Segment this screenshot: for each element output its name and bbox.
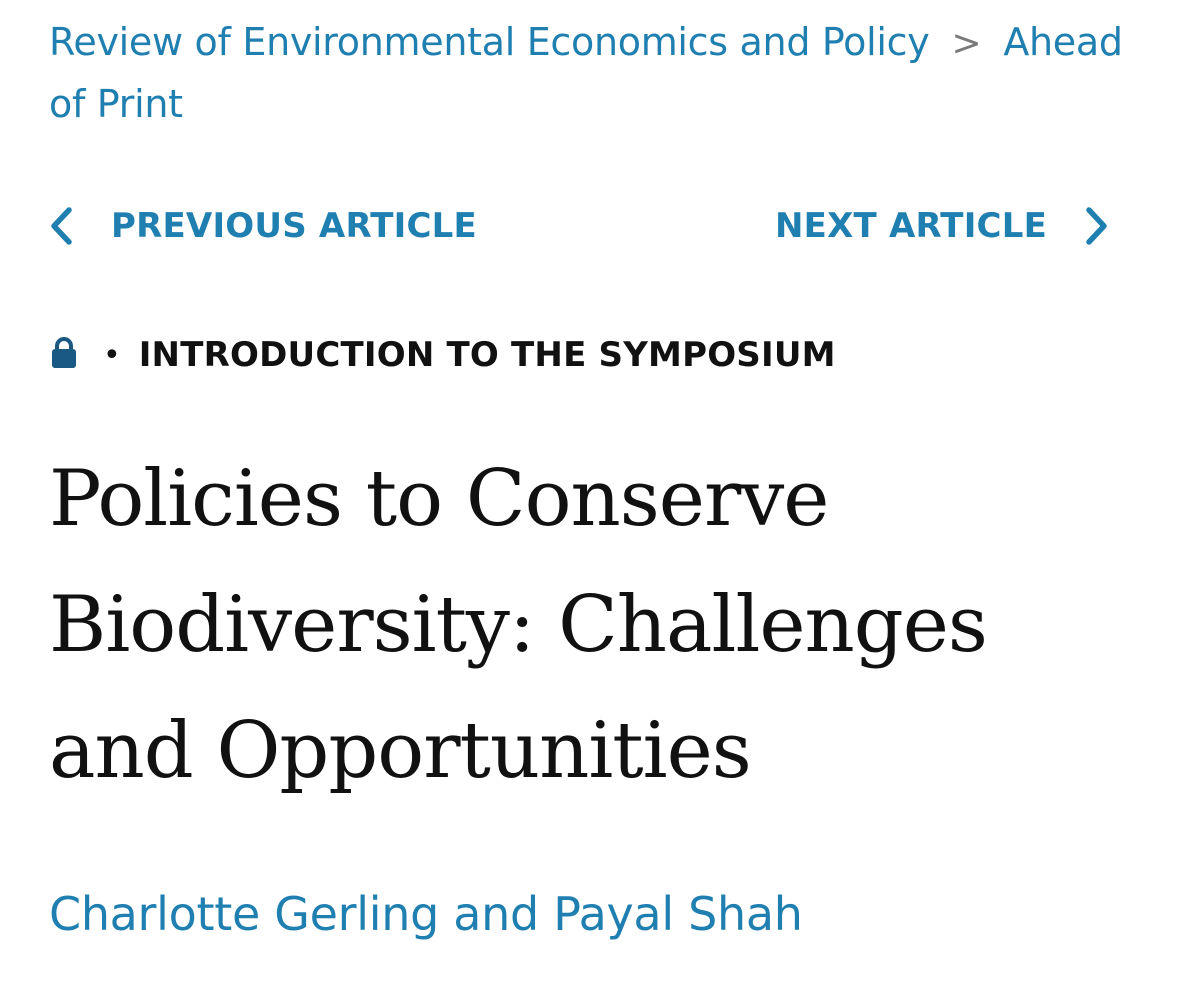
- breadcrumb-separator: >: [951, 23, 982, 64]
- article-authors-link[interactable]: Charlotte Gerling and Payal Shah: [49, 887, 803, 941]
- breadcrumb-issue-link[interactable]: Ahead of Print: [49, 20, 1123, 126]
- article-type-label: INTRODUCTION TO THE SYMPOSIUM: [138, 335, 836, 375]
- next-article-label: NEXT ARTICLE: [775, 206, 1047, 246]
- previous-article-label: PREVIOUS ARTICLE: [111, 206, 477, 246]
- breadcrumb-journal-link[interactable]: Review of Environmental Economics and Policy: [49, 20, 930, 64]
- previous-article-link[interactable]: [49, 198, 477, 254]
- article-type-row: [49, 330, 836, 380]
- lock-icon: [49, 336, 79, 374]
- breadcrumb: [49, 12, 1131, 134]
- next-article-link[interactable]: [775, 198, 1109, 254]
- article-title: Policies to Conserve Biodiversity: Challenges and Opportunities: [49, 454, 987, 796]
- chevron-right-icon: [1085, 207, 1109, 245]
- chevron-left-icon: [49, 207, 73, 245]
- article-navigation: [49, 198, 1109, 254]
- article-type-bullet: •: [103, 337, 121, 373]
